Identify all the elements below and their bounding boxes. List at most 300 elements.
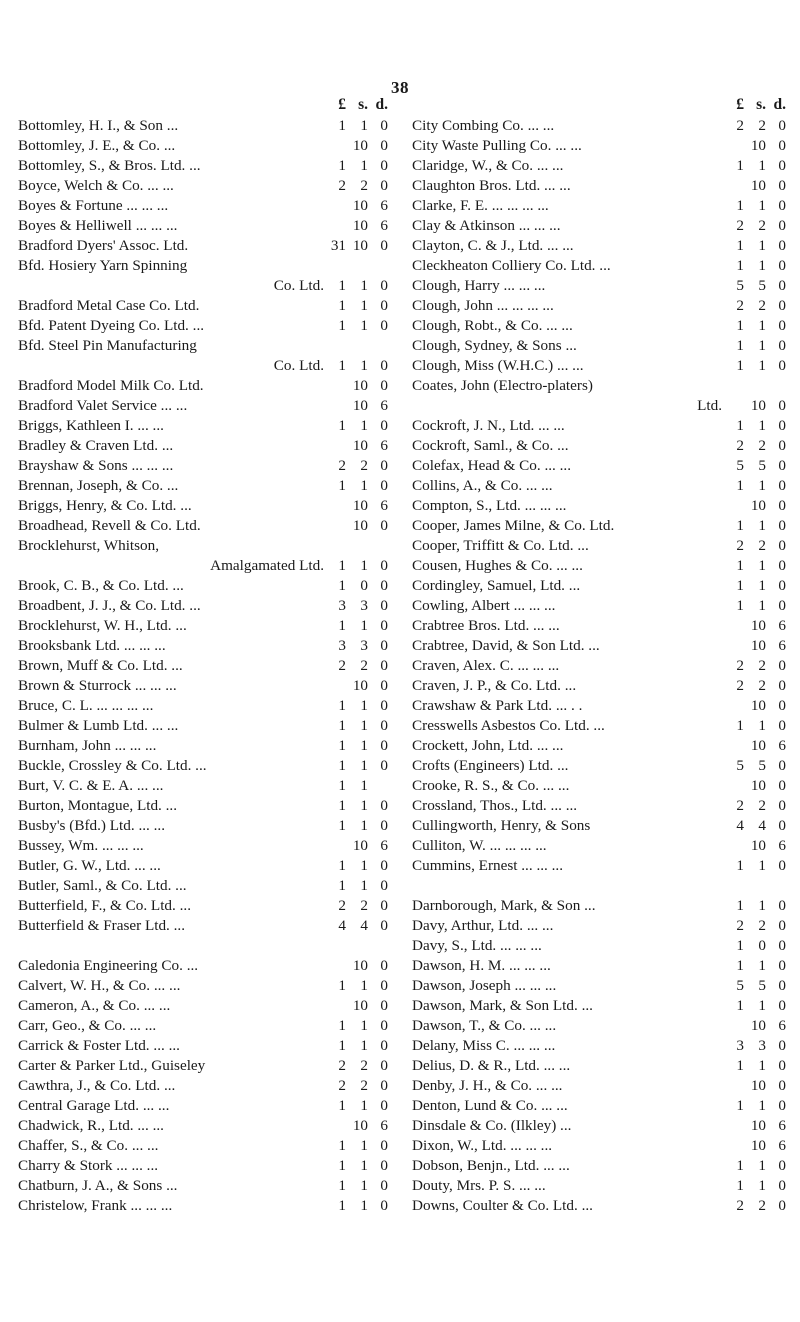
pounds-amount: 1 — [338, 817, 346, 834]
subscriber-name: Bfd. Steel Pin Manufacturing — [18, 337, 197, 354]
shillings-amount: 1 — [758, 477, 766, 494]
subscriber-name: Cameron, A., & Co. ... ... — [18, 997, 171, 1014]
subscriber-name: Bulmer & Lumb Ltd. ... ... — [18, 717, 179, 734]
pence-amount: 0 — [778, 777, 786, 794]
pence-amount: 0 — [778, 697, 786, 714]
shillings-amount: 1 — [360, 1157, 368, 1174]
pence-amount: 0 — [778, 1057, 786, 1074]
pence-amount: 0 — [778, 1037, 786, 1054]
subscriber-name: Carrick & Foster Ltd. ... ... — [18, 1037, 180, 1054]
pence-amount: 6 — [778, 837, 786, 854]
subscriber-name: Davy, S., Ltd. ... ... ... — [412, 937, 542, 954]
shillings-amount: 1 — [360, 557, 368, 574]
pence-amount: 0 — [380, 877, 388, 894]
subscriber-row — [18, 216, 388, 236]
pence-amount: 0 — [778, 937, 786, 954]
shillings-amount: 1 — [758, 237, 766, 254]
shillings-amount: 10 — [750, 697, 766, 714]
subscriber-name: Crabtree Bros. Ltd. ... ... — [412, 617, 560, 634]
subscriber-name: Clarke, F. E. ... ... ... ... — [412, 197, 549, 214]
shillings-amount: 10 — [750, 397, 766, 414]
pounds-amount: 1 — [736, 897, 744, 914]
subscriber-row — [18, 876, 388, 896]
pence-amount: 0 — [778, 657, 786, 674]
subscriber-row — [412, 256, 786, 276]
pence-amount: 0 — [778, 357, 786, 374]
pence-amount: 0 — [778, 297, 786, 314]
shillings-amount: 2 — [360, 457, 368, 474]
pence-amount: 0 — [778, 537, 786, 554]
shillings-amount: 1 — [758, 997, 766, 1014]
subscriber-name: Amalgamated Ltd. — [210, 557, 324, 574]
subscriber-row — [18, 616, 388, 636]
shillings-amount: 1 — [758, 157, 766, 174]
subscriber-name: Boyce, Welch & Co. ... ... — [18, 177, 174, 194]
pounds-amount: 4 — [338, 917, 346, 934]
subscriber-name: Craven, Alex. C. ... ... ... — [412, 657, 560, 674]
shillings-amount: 2 — [758, 677, 766, 694]
right-column-header — [412, 94, 786, 116]
subscriber-row — [18, 296, 388, 316]
pounds-amount: 2 — [338, 657, 346, 674]
pounds-amount: 2 — [736, 217, 744, 234]
pence-amount: 6 — [778, 737, 786, 754]
subscriber-row — [18, 156, 388, 176]
pence-amount: 0 — [380, 137, 388, 154]
shillings-amount: 5 — [758, 277, 766, 294]
shillings-amount: 1 — [758, 1097, 766, 1114]
subscriber-row — [412, 1016, 786, 1036]
subscriber-row — [412, 936, 786, 956]
subscriber-name: City Waste Pulling Co. ... ... — [412, 137, 582, 154]
subscriber-name: Claridge, W., & Co. ... ... — [412, 157, 564, 174]
subscriber-name: Brown & Sturrock ... ... ... — [18, 677, 177, 694]
shillings-amount: 10 — [352, 137, 368, 154]
subscriber-name: Buckle, Crossley & Co. Ltd. ... — [18, 757, 207, 774]
pounds-amount: 5 — [736, 977, 744, 994]
subscriber-name: Clough, Miss (W.H.C.) ... ... — [412, 357, 584, 374]
subscriber-row — [412, 776, 786, 796]
subscriber-name: Dinsdale & Co. (Ilkley) ... — [412, 1117, 572, 1134]
left-column-header — [18, 94, 388, 116]
shillings-amount: 2 — [360, 657, 368, 674]
shillings-amount: 10 — [750, 637, 766, 654]
pence-amount: 6 — [380, 397, 388, 414]
shillings-amount: 1 — [360, 357, 368, 374]
shillings-amount: 1 — [758, 957, 766, 974]
pounds-amount: 1 — [338, 557, 346, 574]
subscriber-name: Clayton, C. & J., Ltd. ... ... — [412, 237, 574, 254]
subscriber-row — [412, 516, 786, 536]
pounds-amount: 2 — [338, 1057, 346, 1074]
subscriber-name: Dawson, Joseph ... ... ... — [412, 977, 557, 994]
subscriber-row — [412, 136, 786, 156]
subscriber-name: Crossland, Thos., Ltd. ... ... — [412, 797, 578, 814]
subscriber-row — [412, 496, 786, 516]
shillings-amount: 2 — [758, 537, 766, 554]
subscriber-name: Brown, Muff & Co. Ltd. ... — [18, 657, 183, 674]
shillings-amount: 1 — [758, 317, 766, 334]
pounds-amount: 3 — [338, 597, 346, 614]
subscriber-row — [18, 1136, 388, 1156]
shillings-amount: 1 — [360, 857, 368, 874]
shillings-amount: 1 — [758, 517, 766, 534]
pence-amount: 0 — [380, 717, 388, 734]
subscriber-row — [18, 656, 388, 676]
pence-amount: 0 — [380, 917, 388, 934]
shillings-amount: 3 — [360, 597, 368, 614]
pounds-amount: 2 — [736, 297, 744, 314]
subscriber-name: Clay & Atkinson ... ... ... — [412, 217, 561, 234]
pence-amount: 0 — [778, 1077, 786, 1094]
shillings-amount: 1 — [758, 577, 766, 594]
subscriber-row — [412, 1196, 786, 1216]
shillings-amount: 10 — [352, 437, 368, 454]
subscriber-row — [412, 1056, 786, 1076]
pence-amount: 0 — [778, 257, 786, 274]
shillings-amount: 2 — [758, 797, 766, 814]
pence-amount: 0 — [778, 437, 786, 454]
pence-amount: 0 — [778, 137, 786, 154]
subscriber-row — [412, 156, 786, 176]
shillings-amount: 2 — [758, 917, 766, 934]
subscriber-row — [412, 616, 786, 636]
pence-amount: 6 — [778, 1117, 786, 1134]
pounds-amount: 1 — [736, 317, 744, 334]
shillings-amount: 10 — [352, 237, 368, 254]
subscriber-name: Calvert, W. H., & Co. ... ... — [18, 977, 181, 994]
pounds-amount: 1 — [338, 1177, 346, 1194]
subscriber-name: Dawson, Mark, & Son Ltd. ... — [412, 997, 593, 1014]
pence-amount: 0 — [778, 117, 786, 134]
subscriber-row — [18, 336, 388, 356]
pounds-amount: 1 — [338, 297, 346, 314]
shillings-header: s. — [756, 96, 766, 113]
shillings-amount: 1 — [360, 1037, 368, 1054]
subscriber-name: Colefax, Head & Co. ... ... — [412, 457, 572, 474]
pence-amount: 0 — [380, 377, 388, 394]
pounds-amount: 1 — [338, 417, 346, 434]
shillings-amount: 2 — [758, 217, 766, 234]
subscriber-row — [412, 916, 786, 936]
pence-amount: 0 — [380, 797, 388, 814]
pounds-amount: 1 — [338, 357, 346, 374]
shillings-amount: 1 — [360, 1097, 368, 1114]
shillings-amount: 4 — [360, 917, 368, 934]
pounds-amount: 1 — [338, 1157, 346, 1174]
pence-amount: 0 — [778, 857, 786, 874]
shillings-amount: 0 — [360, 577, 368, 594]
subscriber-row — [18, 776, 388, 796]
subscriber-row — [18, 1036, 388, 1056]
pence-amount: 0 — [778, 897, 786, 914]
subscriber-row — [18, 436, 388, 456]
pence-amount: 0 — [778, 717, 786, 734]
pence-amount: 0 — [380, 637, 388, 654]
pounds-amount: 1 — [736, 1157, 744, 1174]
pence-amount: 0 — [380, 1137, 388, 1154]
pounds-amount: 1 — [338, 977, 346, 994]
subscriber-name: Davy, Arthur, Ltd. ... ... — [412, 917, 554, 934]
subscriber-row — [18, 936, 388, 956]
shillings-amount: 10 — [750, 1017, 766, 1034]
subscriber-row — [412, 676, 786, 696]
pounds-amount: 1 — [736, 937, 744, 954]
subscriber-name: Clough, Robt., & Co. ... ... — [412, 317, 573, 334]
shillings-amount: 1 — [758, 417, 766, 434]
pence-amount: 0 — [380, 1197, 388, 1214]
pounds-header: £ — [736, 96, 744, 113]
pounds-amount: 2 — [736, 677, 744, 694]
subscriber-name: Broadbent, J. J., & Co. Ltd. ... — [18, 597, 201, 614]
shillings-amount: 5 — [758, 457, 766, 474]
subscriber-row — [412, 756, 786, 776]
subscriber-name: Denton, Lund & Co. ... ... — [412, 1097, 568, 1114]
subscriber-row — [18, 416, 388, 436]
pounds-amount: 1 — [736, 1177, 744, 1194]
shillings-amount: 1 — [360, 317, 368, 334]
left-entry-list — [18, 116, 388, 1216]
pence-amount: 0 — [778, 417, 786, 434]
subscriber-row — [412, 336, 786, 356]
pounds-amount: 1 — [338, 617, 346, 634]
pounds-amount: 1 — [338, 577, 346, 594]
subscriber-name: Bradley & Craven Ltd. ... — [18, 437, 174, 454]
subscriber-row — [18, 796, 388, 816]
subscriber-name: Butler, G. W., Ltd. ... ... — [18, 857, 161, 874]
pounds-amount: 5 — [736, 457, 744, 474]
shillings-amount: 10 — [750, 177, 766, 194]
subscriber-row — [18, 1016, 388, 1036]
pence-amount: 6 — [380, 437, 388, 454]
subscriber-row — [18, 536, 388, 556]
subscriber-name: Cowling, Albert ... ... ... — [412, 597, 556, 614]
shillings-amount: 1 — [758, 337, 766, 354]
pence-amount: 0 — [778, 677, 786, 694]
subscriber-name: Carr, Geo., & Co. ... ... — [18, 1017, 157, 1034]
subscriber-row — [412, 596, 786, 616]
subscriber-row — [18, 496, 388, 516]
pounds-amount: 3 — [736, 1037, 744, 1054]
subscriber-name: Ltd. — [697, 397, 722, 414]
subscriber-row — [18, 756, 388, 776]
pounds-amount: 1 — [736, 997, 744, 1014]
shillings-amount: 10 — [750, 1137, 766, 1154]
pence-amount: 0 — [778, 277, 786, 294]
pence-amount: 0 — [380, 697, 388, 714]
subscriber-name: Dawson, T., & Co. ... ... — [412, 1017, 557, 1034]
subscriber-name: Bfd. Patent Dyeing Co. Ltd. ... — [18, 317, 205, 334]
subscriber-row — [412, 456, 786, 476]
left-column — [18, 94, 388, 1216]
pounds-amount: 1 — [736, 1097, 744, 1114]
pence-amount: 0 — [778, 237, 786, 254]
shillings-amount: 1 — [360, 277, 368, 294]
pounds-amount: 1 — [736, 477, 744, 494]
subscriber-row — [18, 636, 388, 656]
subscriber-name: Burnham, John ... ... ... — [18, 737, 157, 754]
pence-amount: 0 — [380, 737, 388, 754]
pounds-amount: 1 — [338, 697, 346, 714]
pence-amount: 0 — [380, 677, 388, 694]
shillings-amount: 1 — [758, 557, 766, 574]
pence-amount: 0 — [380, 277, 388, 294]
shillings-amount: 1 — [360, 817, 368, 834]
shillings-amount: 10 — [750, 1077, 766, 1094]
shillings-amount: 10 — [352, 997, 368, 1014]
pounds-amount: 2 — [736, 917, 744, 934]
shillings-amount: 2 — [360, 897, 368, 914]
shillings-amount: 1 — [758, 897, 766, 914]
subscriber-row — [412, 716, 786, 736]
subscriber-name: Bradford Dyers' Assoc. Ltd. — [18, 237, 189, 254]
shillings-amount: 10 — [750, 777, 766, 794]
subscriber-name: Cullingworth, Henry, & Sons — [412, 817, 591, 834]
subscriber-row — [412, 296, 786, 316]
pence-amount: 6 — [380, 837, 388, 854]
pounds-amount: 1 — [736, 257, 744, 274]
pence-amount: 0 — [778, 1097, 786, 1114]
pounds-amount: 2 — [338, 177, 346, 194]
subscriber-row — [18, 396, 388, 416]
subscriber-name: Burt, V. C. & E. A. ... ... — [18, 777, 164, 794]
shillings-amount: 5 — [758, 977, 766, 994]
shillings-amount: 2 — [758, 657, 766, 674]
pounds-amount: 1 — [736, 597, 744, 614]
pence-amount: 6 — [778, 1017, 786, 1034]
subscriber-row — [18, 316, 388, 336]
pounds-amount: 1 — [736, 577, 744, 594]
shillings-amount: 2 — [360, 1057, 368, 1074]
pounds-amount: 1 — [736, 197, 744, 214]
pence-amount: 0 — [380, 417, 388, 434]
shillings-amount: 1 — [360, 1017, 368, 1034]
pounds-amount: 1 — [338, 877, 346, 894]
pence-amount: 6 — [380, 197, 388, 214]
subscriber-row — [18, 236, 388, 256]
pence-amount: 0 — [380, 157, 388, 174]
subscriber-row — [412, 316, 786, 336]
subscriber-row — [412, 536, 786, 556]
pounds-amount: 1 — [736, 417, 744, 434]
subscriber-row — [18, 1196, 388, 1216]
shillings-amount: 1 — [758, 197, 766, 214]
shillings-amount: 1 — [360, 717, 368, 734]
pence-amount: 0 — [380, 117, 388, 134]
pence-amount: 0 — [380, 1077, 388, 1094]
subscriber-row — [18, 376, 388, 396]
pence-amount: 0 — [380, 517, 388, 534]
pounds-amount: 1 — [338, 777, 346, 794]
pounds-amount: 2 — [338, 457, 346, 474]
subscriber-row — [18, 676, 388, 696]
subscriber-row — [18, 956, 388, 976]
shillings-amount: 1 — [758, 717, 766, 734]
right-entry-list — [412, 116, 786, 1216]
subscriber-name: Bruce, C. L. ... ... ... ... — [18, 697, 154, 714]
subscriber-row — [412, 736, 786, 756]
shillings-amount: 1 — [758, 1157, 766, 1174]
subscriber-name: Cordingley, Samuel, Ltd. ... — [412, 577, 581, 594]
pence-amount: 0 — [778, 317, 786, 334]
pounds-amount: 1 — [736, 557, 744, 574]
shillings-amount: 1 — [758, 857, 766, 874]
pounds-amount: 1 — [736, 517, 744, 534]
pence-amount: 6 — [380, 217, 388, 234]
subscriber-row — [18, 816, 388, 836]
shillings-amount: 10 — [352, 397, 368, 414]
pence-header: d. — [773, 96, 786, 113]
pence-amount: 0 — [380, 1097, 388, 1114]
shillings-amount: 2 — [758, 437, 766, 454]
subscriber-row — [18, 556, 388, 576]
subscriber-row — [412, 116, 786, 136]
pence-amount: 0 — [380, 1177, 388, 1194]
subscriber-row — [412, 576, 786, 596]
subscriber-row — [18, 1056, 388, 1076]
pence-amount: 6 — [380, 1117, 388, 1134]
pence-amount: 0 — [778, 1197, 786, 1214]
pence-amount: 0 — [380, 1037, 388, 1054]
subscriber-name: Chatburn, J. A., & Sons ... — [18, 1177, 178, 1194]
pence-amount: 6 — [778, 637, 786, 654]
pounds-amount: 3 — [338, 637, 346, 654]
subscriber-name: Brooksbank Ltd. ... ... ... — [18, 637, 166, 654]
shillings-amount: 10 — [352, 957, 368, 974]
subscriber-row — [412, 956, 786, 976]
subscriber-row — [412, 976, 786, 996]
shillings-amount: 5 — [758, 757, 766, 774]
pence-amount: 0 — [380, 477, 388, 494]
pence-amount: 0 — [380, 1017, 388, 1034]
shillings-amount: 1 — [360, 1197, 368, 1214]
pence-amount: 0 — [778, 957, 786, 974]
subscriber-row — [18, 716, 388, 736]
subscriber-name: Christelow, Frank ... ... ... — [18, 1197, 173, 1214]
subscriber-row — [18, 596, 388, 616]
pounds-amount: 1 — [338, 277, 346, 294]
subscriber-name: Burton, Montague, Ltd. ... — [18, 797, 178, 814]
subscriber-name: Cleckheaton Colliery Co. Ltd. ... — [412, 257, 611, 274]
pence-amount: 0 — [778, 157, 786, 174]
shillings-amount: 10 — [352, 197, 368, 214]
pence-amount: 0 — [380, 897, 388, 914]
subscriber-row — [412, 1136, 786, 1156]
subscriber-row — [412, 796, 786, 816]
subscriber-name: Brocklehurst, Whitson, — [18, 537, 160, 554]
shillings-amount: 1 — [758, 1177, 766, 1194]
pence-amount: 0 — [778, 757, 786, 774]
shillings-amount: 1 — [360, 117, 368, 134]
pence-amount: 0 — [778, 177, 786, 194]
pence-amount: 0 — [778, 997, 786, 1014]
shillings-amount: 10 — [352, 497, 368, 514]
pounds-amount: 2 — [338, 1077, 346, 1094]
pounds-amount: 1 — [736, 237, 744, 254]
pounds-amount: 1 — [736, 717, 744, 734]
subscriber-name: Darnborough, Mark, & Son ... — [412, 897, 596, 914]
subscriber-row — [18, 856, 388, 876]
subscriber-row — [18, 976, 388, 996]
shillings-amount: 4 — [758, 817, 766, 834]
pence-amount: 0 — [380, 177, 388, 194]
subscriber-row — [18, 476, 388, 496]
pence-amount: 0 — [380, 977, 388, 994]
subscriber-name: Bfd. Hosiery Yarn Spinning — [18, 257, 188, 274]
subscriber-name: Crofts (Engineers) Ltd. ... — [412, 757, 569, 774]
subscriber-name: Brayshaw & Sons ... ... ... — [18, 457, 174, 474]
shillings-amount: 1 — [360, 617, 368, 634]
